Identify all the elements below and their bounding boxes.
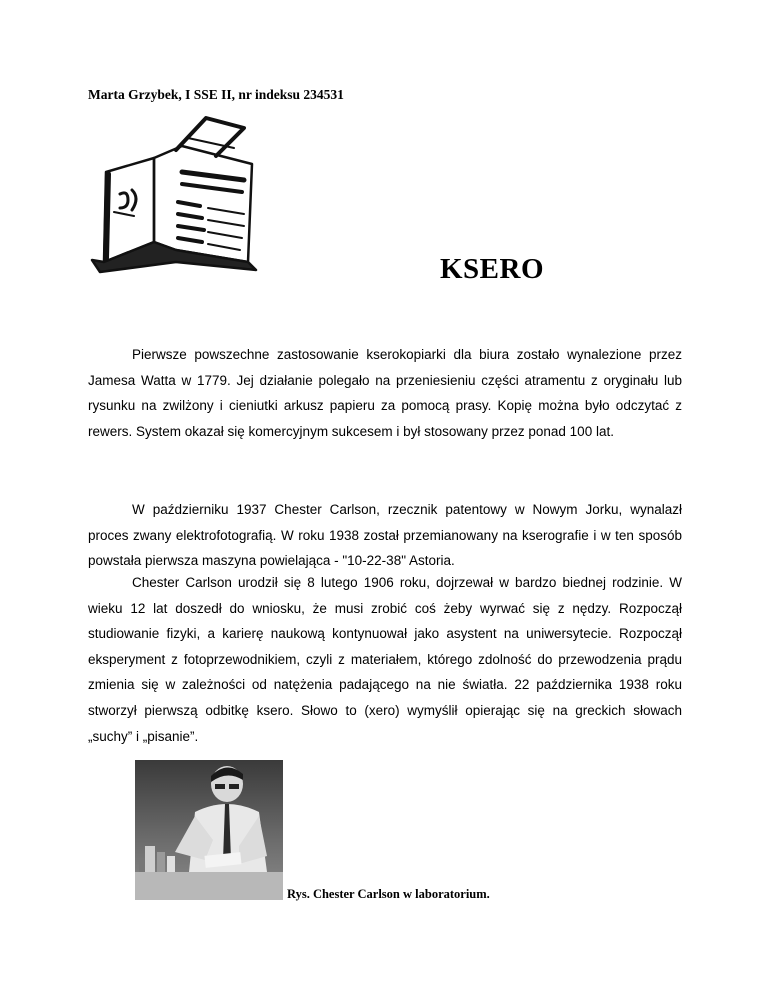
paragraph-text: W październiku 1937 Chester Carlson, rzecznik patentowy w Nowym Jorku, wynalazł proces zwany elektrofotografią. W roku 1938 został przemianowany na kserografie i w ten sposób powstała pierwsza maszyna powielająca - "10-22-38" Astoria. [88,502,682,569]
chester-carlson-photo [135,760,283,900]
page-title: KSERO [440,253,545,285]
paragraph-1 [88,342,682,444]
newspaper-sketch-icon [84,112,264,282]
paragraph-3 [88,570,682,749]
figure-caption: Rys. Chester Carlson w laboratorium. [287,887,490,901]
paragraph-text: Chester Carlson urodził się 8 lutego 1906 roku, dojrzewał w bardzo biednej rodzinie. W wieku 12 lat doszedł do wniosku, że musi zrobić coś żeby wyrwać się z nędzy. Rozpoczął studiowanie fizyki, a karierę naukową kontynuował jako asystent na uniwersytecie. Rozpoczął eksperyment z fotoprzewodnikiem, czyli z materiałem, którego zdolność do przewodzenia prądu zmienia się w zależności od natężenia padającego na nie światła. 22 października 1938 roku stworzył pierwszą odbitkę ksero. Słowo to (xero) wymyślił opierając się na greckich słowach „suchy” i „pisanie”. [88,575,682,744]
author-line: Marta Grzybek, I SSE II, nr indeksu 234531 [88,87,344,102]
paragraph-text: Pierwsze powszechne zastosowanie kserokopiarki dla biura zostało wynalezione przez Jamesa Watta w 1779. Jej działanie polegało na przeniesieniu części atramentu z oryginału lub rysunku na zwilżony i cieniutki arkusz papieru za pomocą prasy. Kopię można było odczytać z rewers. System okazał się komercyjnym sukcesem i był stosowany przez ponad 100 lat. [88,347,682,439]
paragraph-2 [88,497,682,574]
